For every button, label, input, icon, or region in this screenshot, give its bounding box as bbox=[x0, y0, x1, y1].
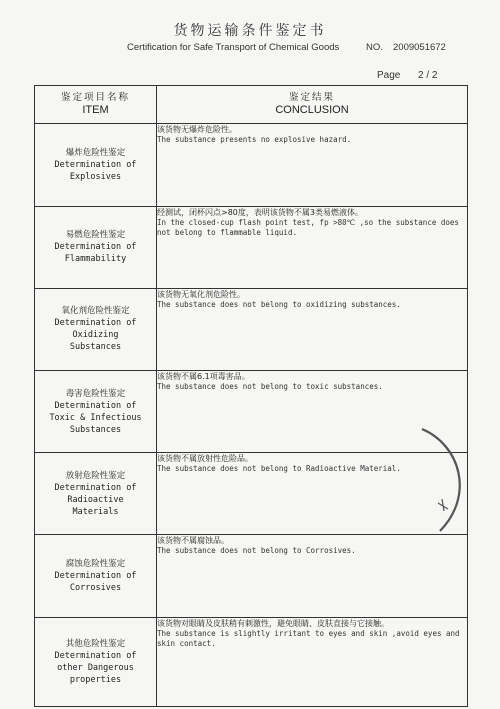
seal-stamp-arc-icon bbox=[420, 425, 480, 535]
page-label: Page bbox=[377, 70, 401, 81]
item-cell bbox=[35, 617, 157, 706]
item-name-cn: 毒害危险性鉴定 bbox=[65, 388, 126, 399]
conclusion-cn: 经测试，闭杯闪点>80度，表明该货物不属3类易燃液体。 bbox=[157, 207, 363, 217]
certification-table bbox=[34, 85, 468, 707]
conclusion-cn: 该货物无爆炸危险性。 bbox=[157, 125, 237, 135]
item-cell bbox=[35, 124, 157, 206]
conclusion-cn: 该货物无氧化剂危险性。 bbox=[157, 289, 245, 299]
conclusion-cell bbox=[157, 617, 468, 706]
table-row bbox=[35, 453, 468, 535]
item-name-cn: 放射危险性鉴定 bbox=[65, 470, 126, 481]
item-name-cn: 爆炸危险性鉴定 bbox=[65, 148, 126, 159]
document-title-en: Certification for Safe Transport of Chemical Goods bbox=[127, 42, 340, 53]
conclusion-header-en: CONCLUSION bbox=[275, 104, 349, 117]
document-title-cn: 货物运输条件鉴定书 bbox=[173, 23, 327, 39]
certificate-number: 2009051672 bbox=[393, 42, 446, 53]
conclusion-cell bbox=[157, 535, 468, 617]
conclusion-cn: 该货物不属腐蚀品。 bbox=[157, 536, 229, 546]
table-row bbox=[35, 535, 468, 617]
item-cell bbox=[35, 288, 157, 370]
table-row bbox=[35, 124, 468, 206]
item-name-cn: 氧化剂危险性鉴定 bbox=[61, 306, 130, 317]
conclusion-cell bbox=[157, 124, 468, 206]
item-name-cn: 易燃危险性鉴定 bbox=[65, 230, 126, 241]
item-header-en: ITEM bbox=[82, 104, 109, 117]
conclusion-en: In the closed-cup flash point test, fp >80℃ ,so the substance does not belong to flammable liquid. bbox=[157, 217, 459, 237]
item-name-cn: 其他危险性鉴定 bbox=[65, 638, 126, 649]
conclusion-cell bbox=[157, 288, 468, 370]
item-cell bbox=[35, 535, 157, 617]
item-cell bbox=[35, 371, 157, 453]
conclusion-en: The substance does not belong to toxic substances. bbox=[157, 382, 383, 391]
item-name-en: Determination of Explosives bbox=[54, 160, 137, 183]
item-name-en: Determination of Corrosives bbox=[54, 570, 137, 593]
conclusion-en: The substance does not belong to Corrosives. bbox=[157, 546, 356, 556]
conclusion-cn: 该货物对眼睛及皮肤稍有刺激性，避免眼睛、皮肤直接与它接触。 bbox=[157, 618, 389, 628]
item-name-cn: 腐蚀危险性鉴定 bbox=[65, 558, 126, 569]
conclusion-cn: 该货物不属6.1项毒害品。 bbox=[157, 372, 250, 381]
conclusion-cell bbox=[157, 206, 468, 288]
item-name-en: Determination of Oxidizing Substances bbox=[54, 318, 137, 353]
conclusion-en: The substance does not belong to oxidizing substances. bbox=[157, 299, 401, 309]
item-name-en: Determination of Flammability bbox=[54, 242, 137, 265]
table-row bbox=[35, 206, 468, 288]
table-header-row bbox=[35, 86, 468, 124]
conclusion-cn: 该货物不属放射性危险品。 bbox=[157, 454, 253, 464]
conclusion-en: The substance is slightly irritant to eyes and skin ,avoid eyes and skin contact. bbox=[157, 628, 460, 648]
page-number: 2 / 2 bbox=[418, 70, 438, 81]
conclusion-en: The substance presents no explosive hazard. bbox=[157, 135, 352, 145]
item-name-en: Determination of other Dangerous properties bbox=[54, 650, 137, 685]
item-name-en: Determination of Radioactive Materials bbox=[54, 482, 137, 517]
table-row bbox=[35, 288, 468, 370]
item-cell bbox=[35, 206, 157, 288]
item-column-header bbox=[35, 86, 157, 124]
item-name-en: Determination of Toxic & Infectious Substances bbox=[49, 400, 142, 435]
table-row bbox=[35, 371, 468, 453]
conclusion-header-cn: 鉴定结果 bbox=[288, 92, 335, 104]
item-header-cn: 鉴定项目名称 bbox=[60, 92, 130, 104]
conclusion-en: The substance does not belong to Radioactive Material. bbox=[157, 464, 401, 474]
certificate-number-label: NO. bbox=[366, 42, 383, 53]
conclusion-column-header bbox=[157, 86, 468, 124]
table-row bbox=[35, 617, 468, 706]
item-cell bbox=[35, 453, 157, 535]
